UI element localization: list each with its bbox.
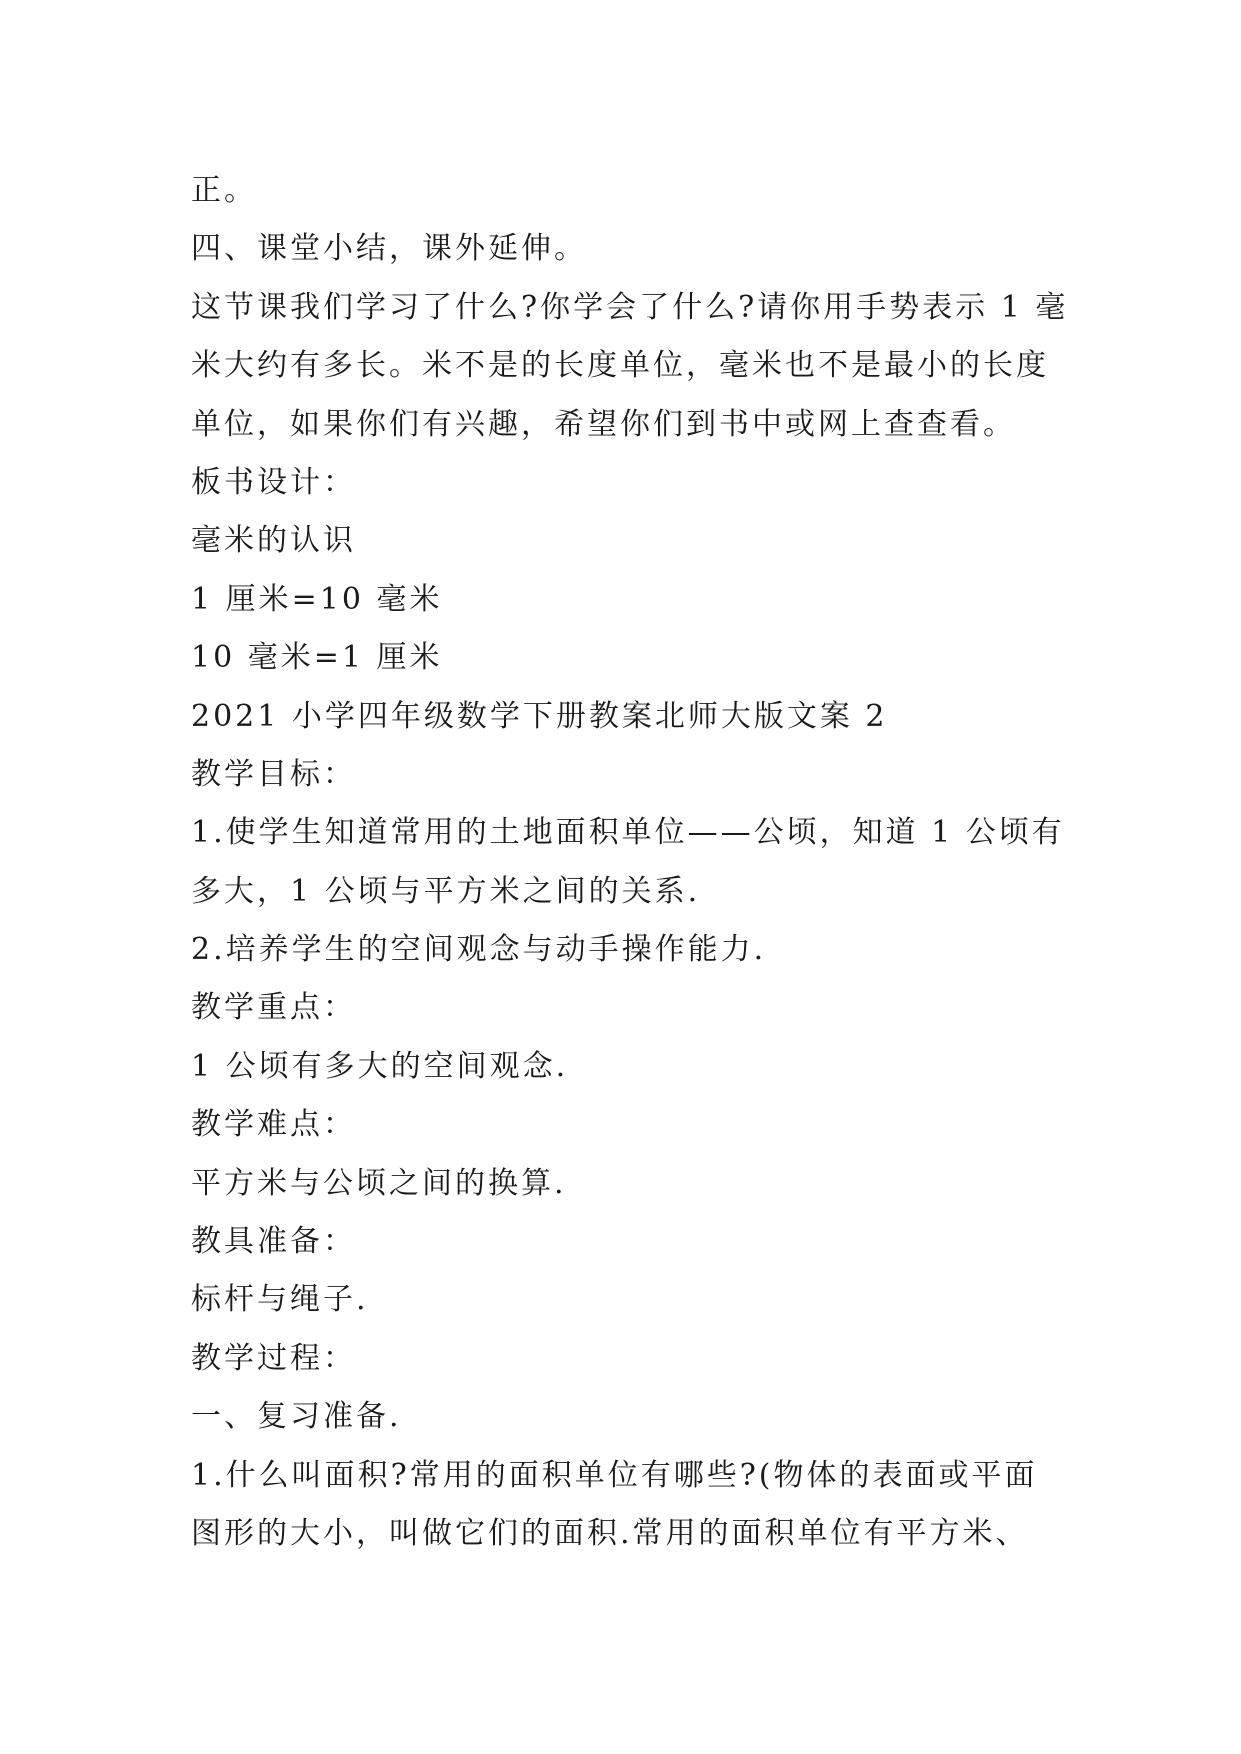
text-line: 10 毫米=1 厘米 [191,640,443,676]
section-heading: 一、复习准备. [191,1399,402,1435]
section-heading: 教学目标： [191,756,356,792]
text-line: 图形的大小，叫做它们的面积.常用的面积单位有平方米、 [191,1515,1029,1551]
text-line: 1.使学生知道常用的土地面积单位——公顷，知道 1 公顷有 [191,815,1065,851]
section-heading: 教学重点： [191,990,356,1026]
text-line: 1 公顷有多大的空间观念. [191,1048,569,1084]
text-line: 这节课我们学习了什么?你学会了什么?请你用手势表示 1 毫 [191,289,1069,325]
text-line: 毫米的认识 [191,523,356,559]
text-line: 1.什么叫面积?常用的面积单位有哪些?(物体的表面或平面 [191,1457,1038,1493]
document-body [191,162,1071,1563]
text-line: 1 厘米=10 毫米 [191,581,443,617]
section-heading: 教学过程： [191,1340,356,1376]
document-title: 2021 小学四年级数学下册教案北师大版文案 2 [191,698,888,734]
text-line: 多大，1 公顷与平方米之间的关系. [191,873,701,909]
section-heading: 四、课堂小结，课外延伸。 [191,231,587,267]
text-line: 正。 [191,173,257,208]
text-line: 平方米与公顷之间的换算. [191,1165,567,1201]
text-line: 2.培养学生的空间观念与动手操作能力. [191,932,767,968]
section-heading: 教学难点： [191,1107,356,1143]
text-line: 米大约有多长。米不是的长度单位，毫米也不是最小的长度 [191,348,1049,384]
section-heading: 教具准备： [191,1224,356,1260]
text-line: 标杆与绳子. [191,1282,369,1318]
text-line: 单位，如果你们有兴趣，希望你们到书中或网上查查看。 [191,406,1016,442]
section-heading: 板书设计： [191,464,356,500]
